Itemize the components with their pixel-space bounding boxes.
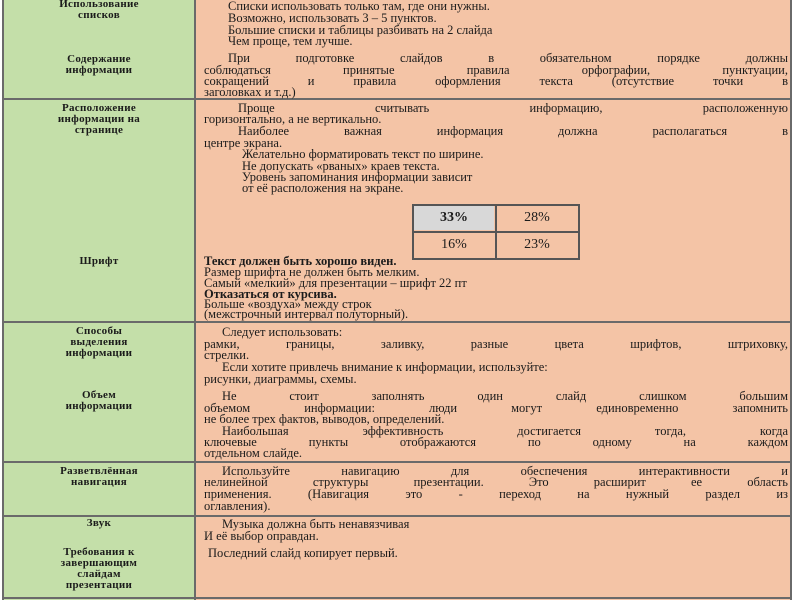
text-line: центре экрана.	[204, 137, 283, 150]
text-line: не более трех фактов, выводов, определений.	[204, 413, 445, 426]
text-line: При подготовке слайдов в обязательном порядке должны	[228, 52, 788, 65]
table-border-left	[2, 0, 4, 600]
row-label-font: Шрифт	[79, 255, 119, 267]
row-label-placement: Расположение информации на странице	[57, 102, 141, 136]
text-line: стрелки.	[204, 349, 250, 362]
memorization-stats-grid	[412, 204, 580, 260]
text-line: Уровень запоминания информации зависит	[242, 171, 473, 184]
row-divider	[2, 461, 792, 463]
stat-top-left: 33%	[414, 206, 494, 230]
text-line: (межстрочный интервал полуторный).	[204, 308, 409, 321]
row-label-navigation: Разветвлённая навигация	[60, 465, 138, 488]
text-line: объемом информации: люди могут единовременно запомнить	[204, 402, 788, 415]
text-line: Больше «воздуха» между строк	[204, 298, 372, 311]
stat-bottom-left: 16%	[441, 237, 467, 252]
row-divider	[2, 515, 792, 517]
row-divider	[2, 321, 792, 323]
text-line: Музыка должна быть ненавязчивая	[222, 518, 410, 531]
text-line: рамки, границы, заливку, разные цвета шрифтов, штриховку,	[204, 338, 788, 351]
row-label-lists: Использование списков	[59, 0, 139, 21]
column-divider	[194, 0, 196, 600]
text-line: Последний слайд копирует первый.	[208, 547, 398, 560]
text-line: заголовках и т.д.)	[204, 86, 296, 99]
row-label-volume: Объем информации	[65, 389, 133, 412]
text-line: Большие списки и таблицы разбивать на 2 слайда	[228, 24, 493, 37]
row-label-content: Содержание информации	[65, 53, 133, 76]
text-line: Используйте навигацию для обеспечения интерактивности и	[222, 465, 788, 478]
text-line: Чем проще, тем лучше.	[228, 35, 353, 48]
text-line: применения. (Навигация это - переход на нужный раздел из	[204, 488, 788, 501]
text-line: И её выбор оправдан.	[204, 530, 319, 543]
text-line: Наибольшая эффективность достигается тогда, когда	[222, 425, 788, 438]
text-line: Отказаться от курсива.	[204, 288, 337, 301]
stat-bottom-right: 23%	[524, 237, 550, 252]
text-line: Списки использовать только там, где они нужны.	[228, 0, 490, 13]
text-line: Следует использовать:	[222, 326, 343, 339]
text-line: Проще считывать информацию, расположенную	[238, 102, 788, 115]
text-line: оглавления).	[204, 500, 271, 513]
text-line: Самый «мелкий» для презентации – шрифт 22 пт	[204, 277, 467, 290]
text-line: Наиболее важная информация должна располагаться в	[238, 125, 788, 138]
text-line: сокращений и правила оформления текста (отсутствие точки в	[204, 75, 788, 88]
text-line: от её расположения на экране.	[242, 182, 404, 195]
text-line: Не допускать «рваных» краев текста.	[242, 160, 440, 173]
text-line: горизонтально, а не вертикально.	[204, 113, 382, 126]
text-line: Текст должен быть хорошо виден.	[204, 255, 397, 268]
text-line: отдельном слайде.	[204, 447, 303, 460]
stat-top-right: 28%	[524, 210, 550, 225]
row-label-sound: Звук	[86, 517, 112, 529]
table-border-bottom	[2, 597, 792, 599]
text-line: нелинейной структуры презентации. Это расширит ее область	[204, 476, 788, 489]
grid-divider	[414, 231, 578, 233]
text-line: Размер шрифта не должен быть мелким.	[204, 266, 420, 279]
text-line: Если хотите привлечь внимание к информации, используйте:	[222, 361, 548, 374]
text-line: рисунки, диаграммы, схемы.	[204, 373, 357, 386]
row-label-highlight: Способы выделения информации	[65, 325, 133, 359]
text-line: ключевые пункты отображаются по одному на каждом	[204, 436, 788, 449]
text-line: Желательно форматировать текст по ширине.	[242, 148, 484, 161]
table-border-right	[790, 0, 792, 600]
row-label-final-slides: Требования к завершающим слайдам презентации	[60, 546, 138, 591]
label-column	[4, 0, 194, 600]
text-line: Не стоит заполнять один слайд слишком большим	[222, 390, 788, 403]
text-line: Возможно, использовать 3 – 5 пунктов.	[228, 12, 437, 25]
text-line: соблюдаться принятые правила орфографии, пунктуации,	[204, 64, 788, 77]
